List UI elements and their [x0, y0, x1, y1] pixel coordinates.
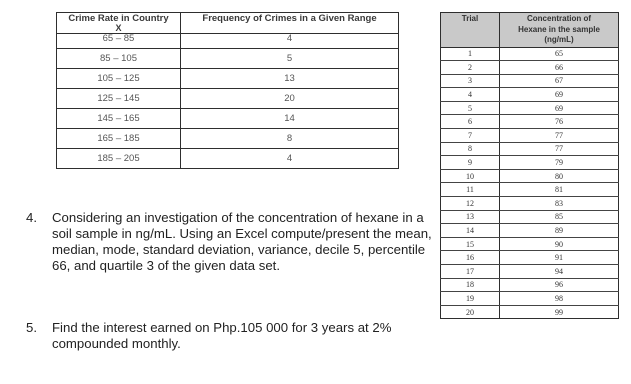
crime-range-cell: 105 – 125	[57, 69, 181, 89]
concentration-cell: 81	[500, 183, 619, 197]
trial-cell: 16	[441, 251, 500, 265]
trial-cell: 2	[441, 61, 500, 75]
table-row	[441, 156, 619, 170]
concentration-cell: 77	[500, 129, 619, 143]
table-row	[441, 142, 619, 156]
concentration-header-line3: (ng/mL)	[544, 35, 574, 44]
concentration-cell: 96	[500, 278, 619, 292]
frequency-cell: 5	[181, 49, 399, 69]
table-row	[57, 149, 399, 169]
concentration-cell: 69	[500, 101, 619, 115]
trial-cell: 11	[441, 183, 500, 197]
table-row	[57, 69, 399, 89]
trial-table-header-row	[441, 13, 619, 48]
question-text: Considering an investigation of the concentration of hexane in a soil sample in ng/mL. Using an Excel compute/present the mean, median, mode, standard deviation, variance, decile 5, percentile 66, and quartile 3 of the given data set.	[52, 210, 432, 273]
table-row	[57, 109, 399, 129]
concentration-cell: 77	[500, 142, 619, 156]
trial-cell: 5	[441, 101, 500, 115]
concentration-header-line1: Concentration of	[527, 14, 591, 23]
trial-cell: 4	[441, 88, 500, 102]
crime-range-cell: 145 – 165	[57, 109, 181, 129]
concentration-cell: 89	[500, 224, 619, 238]
trial-cell: 19	[441, 292, 500, 306]
table-row	[441, 292, 619, 306]
table-row	[441, 129, 619, 143]
crime-rate-table	[56, 12, 399, 169]
crime-rate-header-label: Crime Rate in Country	[68, 13, 169, 24]
concentration-cell: 79	[500, 156, 619, 170]
concentration-cell: 99	[500, 305, 619, 319]
table-row	[441, 169, 619, 183]
table-row	[441, 278, 619, 292]
trial-cell: 13	[441, 210, 500, 224]
question-number: 5.	[26, 320, 37, 335]
trial-cell: 14	[441, 224, 500, 238]
trial-cell: 15	[441, 237, 500, 251]
table-row	[441, 47, 619, 61]
trial-cell: 7	[441, 129, 500, 143]
trial-cell: 6	[441, 115, 500, 129]
table-row	[441, 183, 619, 197]
crime-range-cell: 65 – 85	[57, 34, 181, 49]
concentration-cell: 83	[500, 197, 619, 211]
frequency-cell: 4	[181, 149, 399, 169]
crime-range-cell: 125 – 145	[57, 89, 181, 109]
trial-cell: 10	[441, 169, 500, 183]
concentration-header-line2: Hexane in the sample	[518, 24, 600, 34]
table-row	[57, 89, 399, 109]
hexane-concentration-table	[440, 12, 619, 319]
frequency-header: Frequency of Crimes in a Given Range	[181, 13, 399, 34]
concentration-cell: 66	[500, 61, 619, 75]
table-row	[441, 74, 619, 88]
trial-cell: 8	[441, 142, 500, 156]
table-row	[441, 237, 619, 251]
frequency-cell: 13	[181, 69, 399, 89]
table-row	[441, 210, 619, 224]
table-row	[441, 265, 619, 279]
table-row	[441, 251, 619, 265]
trial-cell: 9	[441, 156, 500, 170]
concentration-cell: 80	[500, 169, 619, 183]
question-number: 4.	[26, 210, 37, 225]
table-row	[57, 34, 399, 49]
crime-range-cell: 165 – 185	[57, 129, 181, 149]
trial-cell: 1	[441, 47, 500, 61]
frequency-cell: 20	[181, 89, 399, 109]
crime-rate-header	[57, 13, 181, 34]
concentration-cell: 65	[500, 47, 619, 61]
concentration-cell: 91	[500, 251, 619, 265]
crime-table-header-row	[57, 13, 399, 34]
concentration-cell: 67	[500, 74, 619, 88]
crime-range-cell: 85 – 105	[57, 49, 181, 69]
trial-cell: 12	[441, 197, 500, 211]
table-row	[441, 61, 619, 75]
frequency-cell: 8	[181, 129, 399, 149]
trial-cell: 20	[441, 305, 500, 319]
table-row	[57, 129, 399, 149]
concentration-cell: 76	[500, 115, 619, 129]
frequency-cell: 14	[181, 109, 399, 129]
trial-cell: 3	[441, 74, 500, 88]
crime-rate-header-x: X	[115, 23, 122, 33]
table-row	[441, 115, 619, 129]
trial-cell: 18	[441, 278, 500, 292]
table-row	[441, 224, 619, 238]
concentration-cell: 69	[500, 88, 619, 102]
table-row	[441, 197, 619, 211]
table-row	[441, 88, 619, 102]
table-row	[441, 305, 619, 319]
concentration-cell: 90	[500, 237, 619, 251]
question-text: Find the interest earned on Php.105 000 for 3 years at 2% compounded monthly.	[52, 320, 392, 351]
concentration-header	[500, 13, 619, 48]
trial-cell: 17	[441, 265, 500, 279]
table-row	[57, 49, 399, 69]
concentration-cell: 94	[500, 265, 619, 279]
frequency-cell: 4	[181, 34, 399, 49]
concentration-cell: 85	[500, 210, 619, 224]
concentration-cell: 98	[500, 292, 619, 306]
crime-range-cell: 185 – 205	[57, 149, 181, 169]
table-row	[441, 101, 619, 115]
trial-header: Trial	[441, 13, 500, 48]
